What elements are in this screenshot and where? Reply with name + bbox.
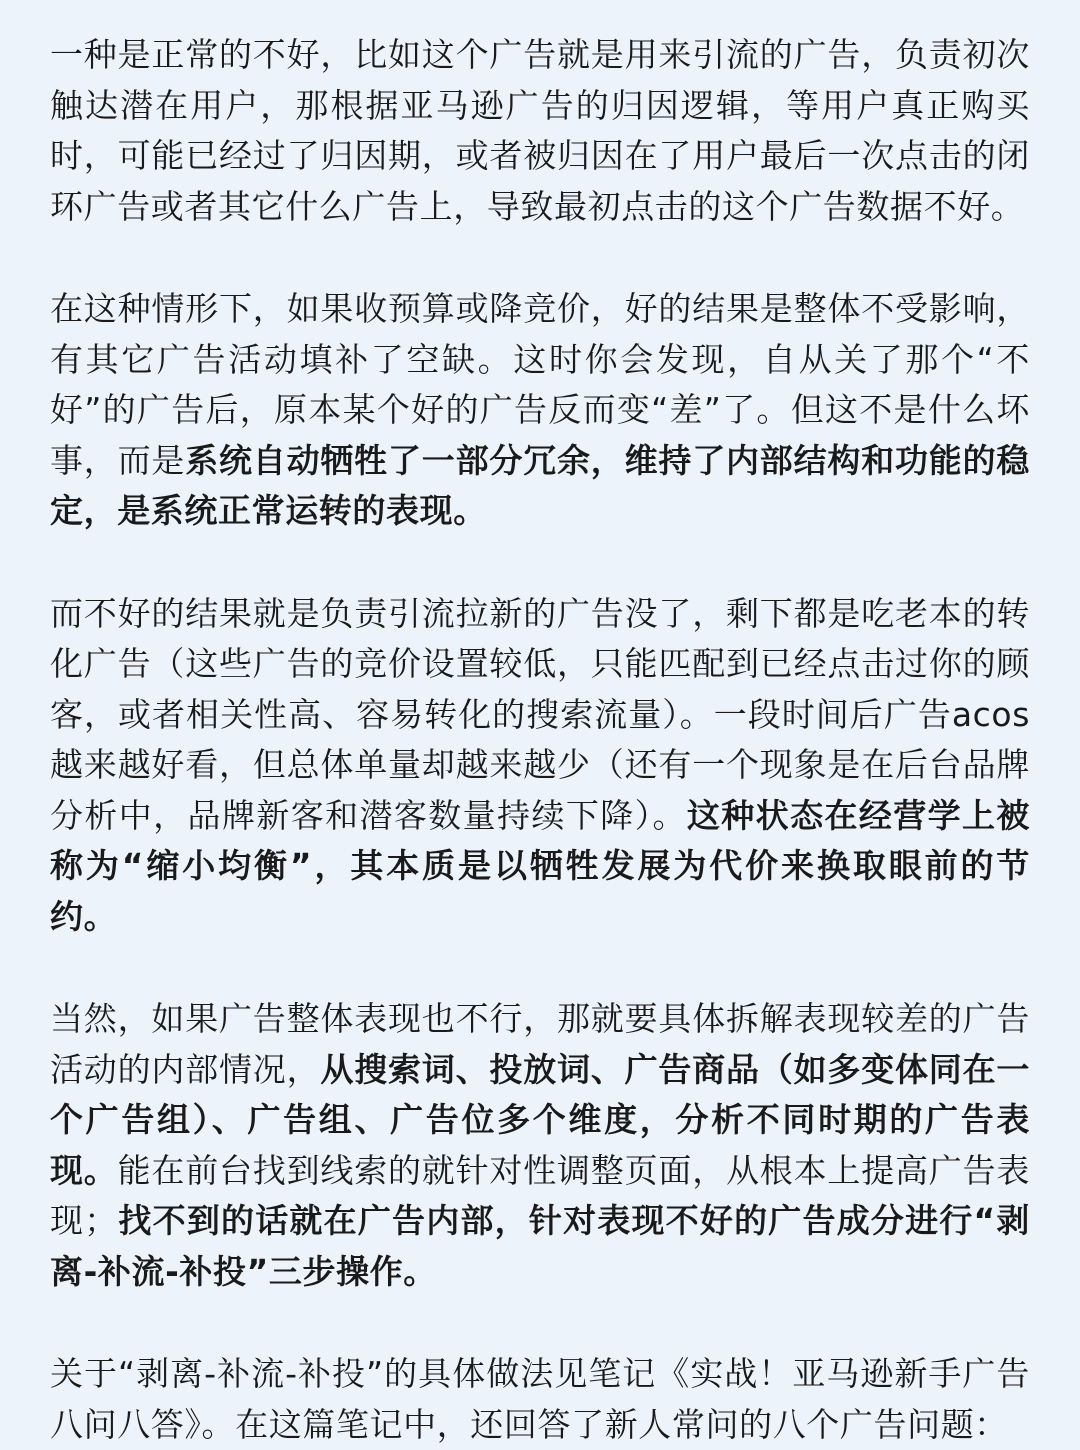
paragraph-text: 而不好的结果就是负责引流拉新的广告没了，剩下都是吃老本的转化广告（这些广告的竞价设置较低，只能匹配到已经点击过你的顾客，或者相关性高、容易转化的搜索流量）。一段时间后广告acos越来越好看，但总体单量却越来越少（还有一个现象是在后台品牌分析中，品牌新客和潜客数量持续下降）。 — [50, 593, 1030, 835]
paragraph-bold-text: 从搜索词、投放词、广告商品（如多变体同在一个广告组）、广告组、广告位多个维度，分析不同时期的广告表现。 — [50, 1049, 1030, 1190]
paragraph-note-reference — [50, 1349, 1030, 1450]
paragraph-budget-cut-bad-result — [50, 589, 1030, 943]
paragraph-text: 一种是正常的不好，比如这个广告就是用来引流的广告，负责初次触达潜在用户，那根据亚马逊广告的归因逻辑，等用户真正购买时，可能已经过了归因期，或者被归因在了用户最后一次点击的闭环广告或者其它什么广告上，导致最初点击的这个广告数据不好。 — [50, 35, 1030, 226]
paragraph-text: 关于“剥离-补流-补投”的具体做法见笔记《实战！亚马逊新手广告八问八答》。在这篇笔记中，还回答了新人常问的八个广告问题： — [50, 1354, 1030, 1444]
paragraph-budget-cut-good-result — [50, 284, 1030, 537]
paragraph-text: 在这种情形下，如果收预算或降竞价，好的结果是整体不受影响，有其它广告活动填补了空缺。这时你会发现，自从关了那个“不好”的广告后，原本某个好的广告反而变“差”了。但这不是什么坏事，而是 — [50, 289, 1030, 480]
paragraph-bold-text: 找不到的话就在广告内部，针对表现不好的广告成分进行“剥离-补流-补投”三步操作。 — [50, 1201, 1031, 1291]
paragraph-normal-bad-case — [50, 30, 1030, 232]
paragraph-breakdown-analysis — [50, 994, 1030, 1297]
paragraph-text: 当然，如果广告整体表现也不行，那就要具体拆解表现较差的广告活动的内部情况， — [50, 999, 1030, 1089]
paragraph-bold-text: 系统自动牺牲了一部分冗余，维持了内部结构和功能的稳定，是系统正常运转的表现。 — [50, 440, 1030, 530]
paragraph-text: 能在前台找到线索的就针对性调整页面，从根本上提高广告表现； — [50, 1150, 1031, 1240]
paragraph-bold-text: 这种状态在经营学上被称为“缩小均衡”，其本质是以牺牲发展为代价来换取眼前的节约。 — [50, 795, 1031, 936]
